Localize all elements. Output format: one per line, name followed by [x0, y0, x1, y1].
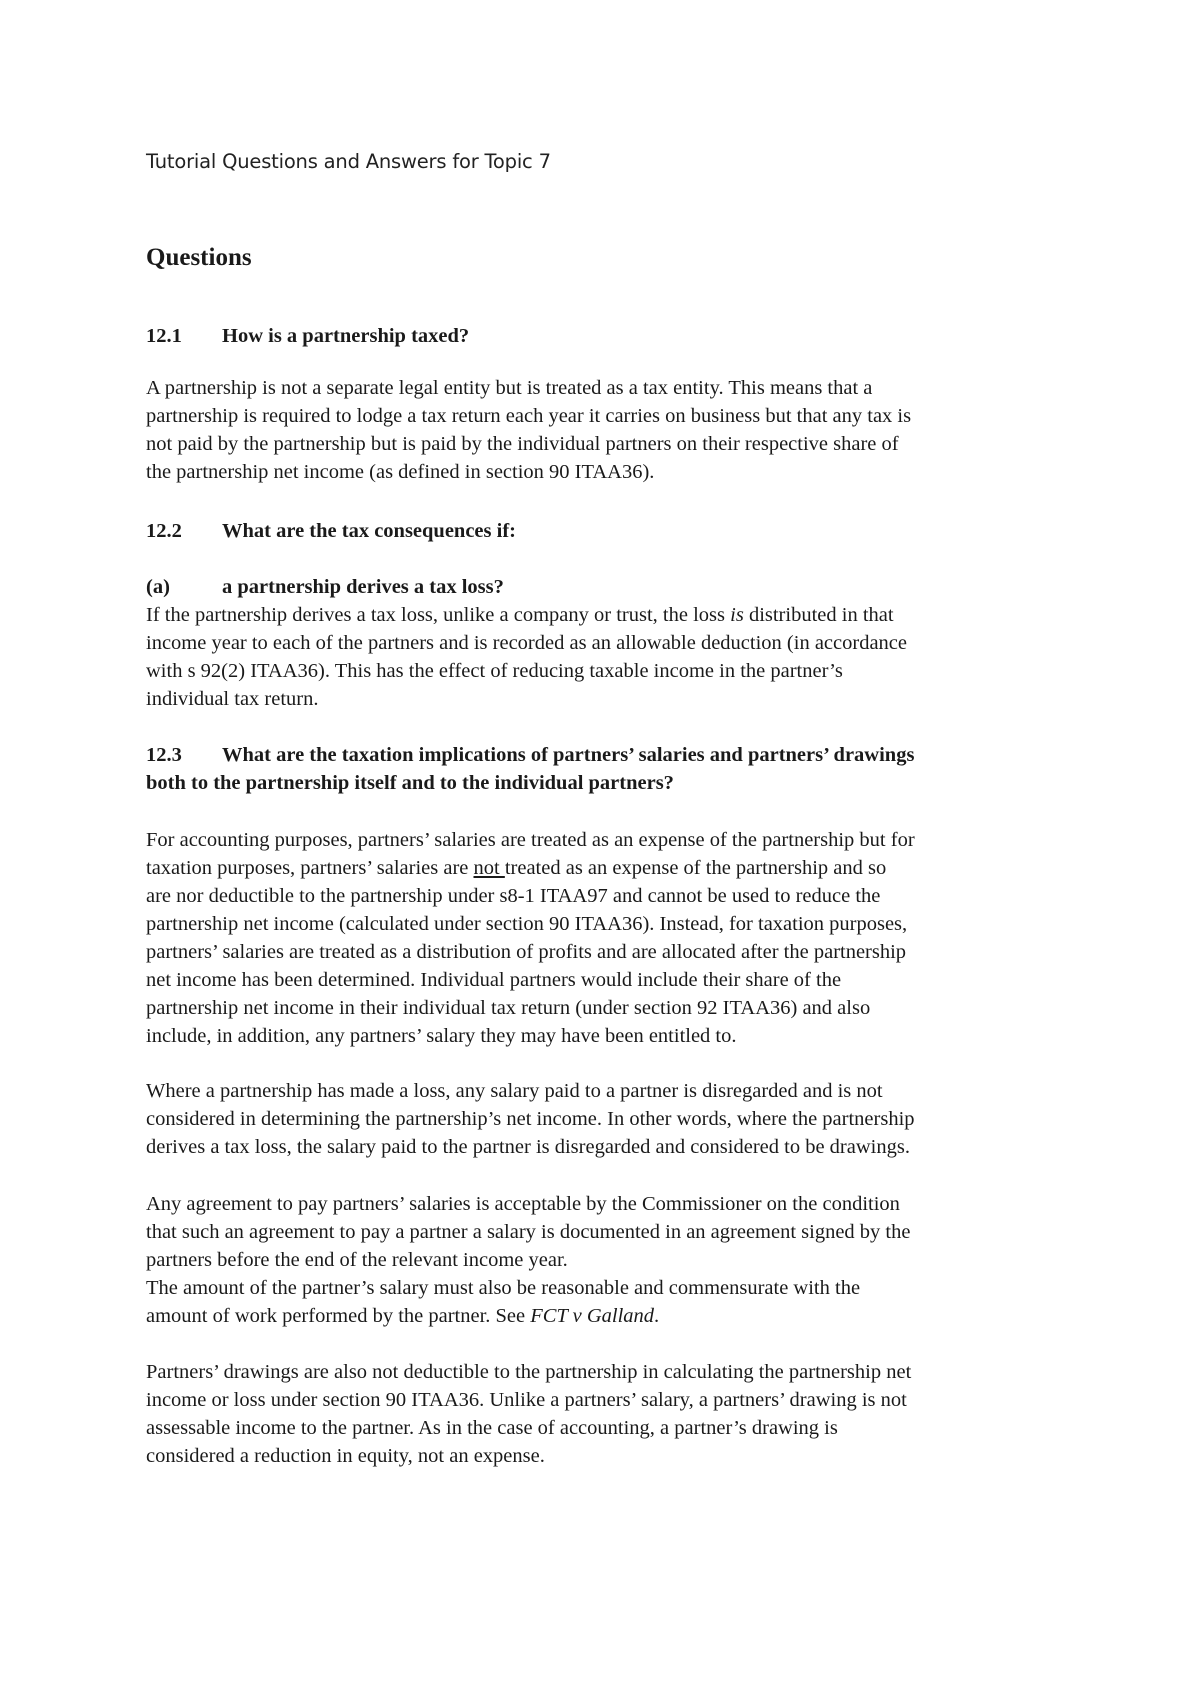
- answer-line: Partners’ drawings are also not deductible to the partnership in calculating the partnership net: [146, 1361, 912, 1383]
- answer-line: are nor deductible to the partnership under s8-1 ITAA97 and cannot be used to reduce the: [146, 885, 881, 907]
- answer-line: For accounting purposes, partners’ salaries are treated as an expense of the partnership but for: [146, 829, 915, 851]
- answer-line: considered a reduction in equity, not an expense.: [146, 1445, 545, 1467]
- question-12-3: [146, 741, 1076, 797]
- emphasis-text: is: [730, 604, 744, 626]
- answer-line: derives a tax loss, the salary paid to the partner is disregarded and considered to be drawings.: [146, 1136, 910, 1158]
- answer-text: .: [654, 1305, 660, 1327]
- answer-line: not paid by the partnership but is paid by the individual partners on their respective share of: [146, 433, 899, 455]
- answer-line: individual tax return.: [146, 688, 319, 710]
- answer-line: [146, 1302, 1066, 1330]
- question-number: 12.1: [146, 325, 182, 347]
- answer-line: include, in addition, any partners’ salary they may have been entitled to.: [146, 1025, 737, 1047]
- answer-line: income or loss under section 90 ITAA36. Unlike a partners’ salary, a partners’ drawing is not: [146, 1389, 907, 1411]
- answer-line: A partnership is not a separate legal entity but is treated as a tax entity. This means that a: [146, 377, 873, 399]
- answer-line: [146, 601, 1066, 629]
- answer-line: Where a partnership has made a loss, any salary paid to a partner is disregarded and is not: [146, 1080, 883, 1102]
- document-title: Tutorial Questions and Answers for Topic 7: [146, 150, 551, 173]
- answer-line: partnership net income in their individual tax return (under section 92 ITAA36) and also: [146, 997, 871, 1019]
- answer-line: Any agreement to pay partners’ salaries is acceptable by the Commissioner on the condition: [146, 1193, 900, 1215]
- answer-12-3-para-4: [146, 1358, 1066, 1470]
- answer-12-3-para-3: [146, 1190, 1066, 1330]
- answer-12-2: [146, 601, 1066, 713]
- question-line: [146, 741, 1076, 769]
- question-12-2: [146, 517, 1076, 545]
- answer-12-3-para-2: [146, 1077, 1066, 1161]
- question-text: both to the partnership itself and to the individual partners?: [146, 772, 674, 794]
- answer-12-1: [146, 374, 1066, 486]
- answer-text: taxation purposes, partners’ salaries are: [146, 857, 474, 879]
- answer-line: partnership is required to lodge a tax return each year it carries on business but that any tax is: [146, 405, 912, 427]
- answer-text: amount of work performed by the partner. See: [146, 1305, 531, 1327]
- answer-line: income year to each of the partners and is recorded as an allowable deduction (in accordance: [146, 632, 907, 654]
- underlined-text: not: [473, 857, 505, 879]
- question-number: 12.3: [146, 744, 182, 766]
- answer-line: with s 92(2) ITAA36). This has the effect of reducing taxable income in the partner’s: [146, 660, 843, 682]
- question-12-1: [146, 322, 1076, 350]
- section-heading: Questions: [146, 244, 252, 271]
- question-text: What are the taxation implications of partners’ salaries and partners’ drawings: [222, 744, 915, 766]
- question-text: How is a partnership taxed?: [222, 325, 470, 347]
- answer-line: assessable income to the partner. As in the case of accounting, a partner’s drawing is: [146, 1417, 838, 1439]
- answer-text: treated as an expense of the partnership and so: [504, 857, 887, 879]
- question-number: 12.2: [146, 520, 182, 542]
- answer-line: partners before the end of the relevant income year.: [146, 1249, 568, 1271]
- sub-question-text: a partnership derives a tax loss?: [222, 576, 504, 598]
- answer-text: If the partnership derives a tax loss, unlike a company or trust, the loss: [146, 604, 731, 626]
- answer-line: [146, 854, 1066, 882]
- sub-question-a: [146, 573, 1076, 601]
- answer-line: partners’ salaries are treated as a distribution of profits and are allocated after the partnership: [146, 941, 907, 963]
- sub-question-label: (a): [146, 576, 170, 598]
- question-text: What are the tax consequences if:: [222, 520, 516, 542]
- case-citation: FCT v Galland: [530, 1305, 655, 1327]
- answer-line: partnership net income (calculated under section 90 ITAA36). Instead, for taxation purposes,: [146, 913, 908, 935]
- answer-12-3-para-1: [146, 826, 1066, 1050]
- answer-line: that such an agreement to pay a partner a salary is documented in an agreement signed by the: [146, 1221, 911, 1243]
- answer-line: considered in determining the partnership’s net income. In other words, where the partnership: [146, 1108, 915, 1130]
- answer-line: The amount of the partner’s salary must also be reasonable and commensurate with the: [146, 1277, 861, 1299]
- answer-text: distributed in that: [743, 604, 894, 626]
- answer-line: net income has been determined. Individual partners would include their share of the: [146, 969, 842, 991]
- answer-line: the partnership net income (as defined in section 90 ITAA36).: [146, 461, 655, 483]
